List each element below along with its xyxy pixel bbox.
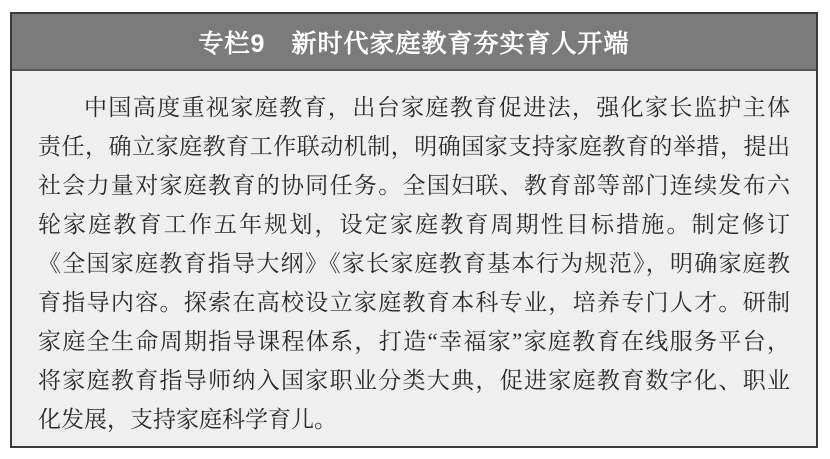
body-line: 家庭全生命周期指导课程体系，打造“幸福家”家庭教育在线服务平台， (38, 329, 790, 354)
body-line: 社会力量对家庭教育的协同任务。全国妇联、教育部等部门连续发布六 (38, 173, 790, 198)
sidebar-column-box (10, 12, 818, 448)
body-line: 将家庭教育指导师纳入国家职业分类大典，促进家庭教育数字化、职业 (38, 368, 790, 393)
column-title: 新时代家庭教育夯实育人开端 (291, 29, 630, 58)
column-header (12, 14, 816, 71)
body-line: 责任，确立家庭教育工作联动机制，明确国家支持家庭教育的举措，提出 (38, 134, 790, 159)
body-line: 中国高度重视家庭教育，出台家庭教育促进法，强化家长监护主体 (84, 95, 790, 120)
body-line: 《全国家庭教育指导大纲》《家长家庭教育基本行为规范》，明确家庭教 (38, 251, 790, 276)
column-body (12, 71, 816, 439)
column-label: 专栏9 (198, 29, 266, 58)
body-line: 轮家庭教育工作五年规划，设定家庭教育周期性目标措施。制定修订 (38, 212, 790, 237)
body-line: 育指导内容。探索在高校设立家庭教育本科专业，培养专门人才。研制 (38, 290, 790, 315)
body-line: 化发展，支持家庭科学育儿。 (38, 407, 337, 432)
